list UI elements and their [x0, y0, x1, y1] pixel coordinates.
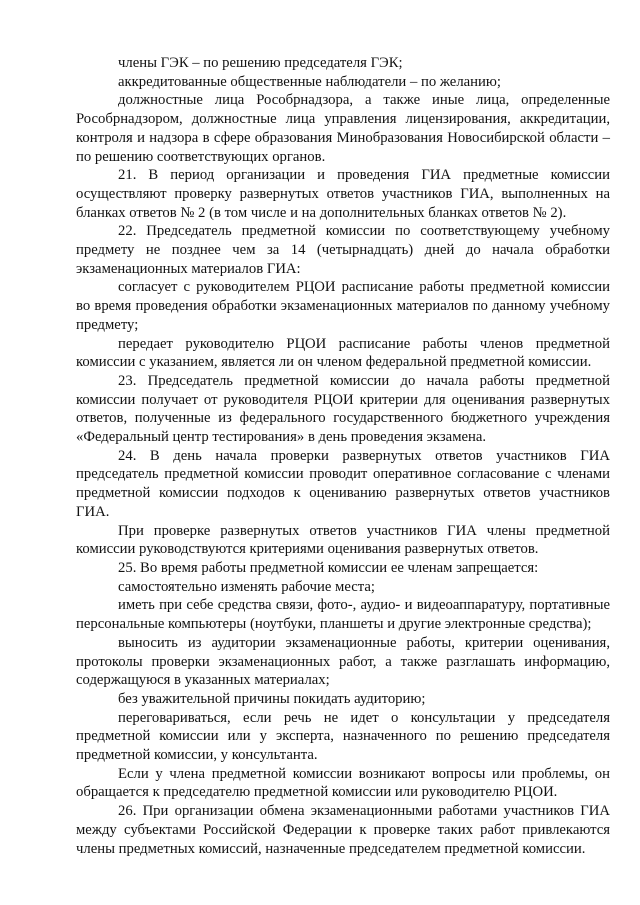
paragraph: 24. В день начала проверки развернутых ответов участников ГИА председатель предметной комиссии проводит оперативное согласование с членами предметной комиссии подходов к оцениванию развернутых ответов участников ГИА. [76, 447, 610, 520]
paragraph: 25. Во время работы предметной комиссии ее членам запрещается: [118, 559, 539, 576]
paragraph: должностные лица Рособрнадзора, а также иные лица, определенные Рособрнадзором, должностные лица управления лицензирования, аккредитации, контроля и надзора в сфере образования Минобразования Новосибирской области – по решению соответствующих органов. [76, 92, 610, 165]
document-page [76, 54, 610, 858]
paragraph: члены ГЭК – по решению председателя ГЭК; [118, 55, 403, 71]
paragraph: При проверке развернутых ответов участников ГИА члены предметной комиссии руководствуются критериями оценивания развернутых ответов. [76, 522, 610, 558]
paragraph: передает руководителю РЦОИ расписание работы членов предметной комиссии с указанием, является ли он членом федеральной предметной комиссии. [76, 335, 610, 371]
paragraph: 21. В период организации и проведения ГИА предметные комиссии осуществляют проверку развернутых ответов участников ГИА, выполненных на бланках ответов № 2 (в том числе и на дополнительных бланках ответов № 2). [76, 167, 610, 221]
paragraph: Если у члена предметной комиссии возникают вопросы или проблемы, он обращается к председателю предметной комиссии или руководителю РЦОИ. [76, 765, 610, 801]
paragraph: 26. При организации обмена экзаменационными работами участников ГИА между субъектами Российской Федерации к проверке таких работ привлекаются члены предметных комиссий, назначенные председателем предметной комиссии. [76, 803, 610, 857]
paragraph: 22. Председатель предметной комиссии по соответствующему учебному предмету не позднее чем за 14 (четырнадцать) дней до начала обработки экзаменационных материалов ГИА: [76, 223, 610, 277]
paragraph: аккредитованные общественные наблюдатели – по желанию; [118, 73, 501, 90]
paragraph: самостоятельно изменять рабочие места; [118, 578, 375, 595]
paragraph: выносить из аудитории экзаменационные работы, критерии оценивания, протоколы проверки экзаменационных работ, а также разглашать информацию, содержащуюся в указанных материалах; [76, 634, 610, 689]
paragraph: переговариваться, если речь не идет о консультации у председателя предметной комиссии или у эксперта, назначенного по решению председателя предметной комиссии, у консультанта. [76, 709, 610, 764]
paragraph: без уважительной причины покидать аудиторию; [118, 690, 426, 707]
paragraph: согласует с руководителем РЦОИ расписание работы предметной комиссии во время проведения обработки экзаменационных материалов по данному учебному предмету; [76, 279, 610, 333]
paragraph: 23. Председатель предметной комиссии до начала работы предметной комиссии получает от руководителя РЦОИ критерии для оценивания развернутых ответов, полученные из федерального государственного бюджетного учреждения «Федеральный центр тестирования» в день проведения экзамена. [76, 372, 610, 446]
paragraph: иметь при себе средства связи, фото-, аудио- и видеоаппаратуру, портативные персональные компьютеры (ноутбуки, планшеты и другие электронные средства); [76, 597, 610, 633]
